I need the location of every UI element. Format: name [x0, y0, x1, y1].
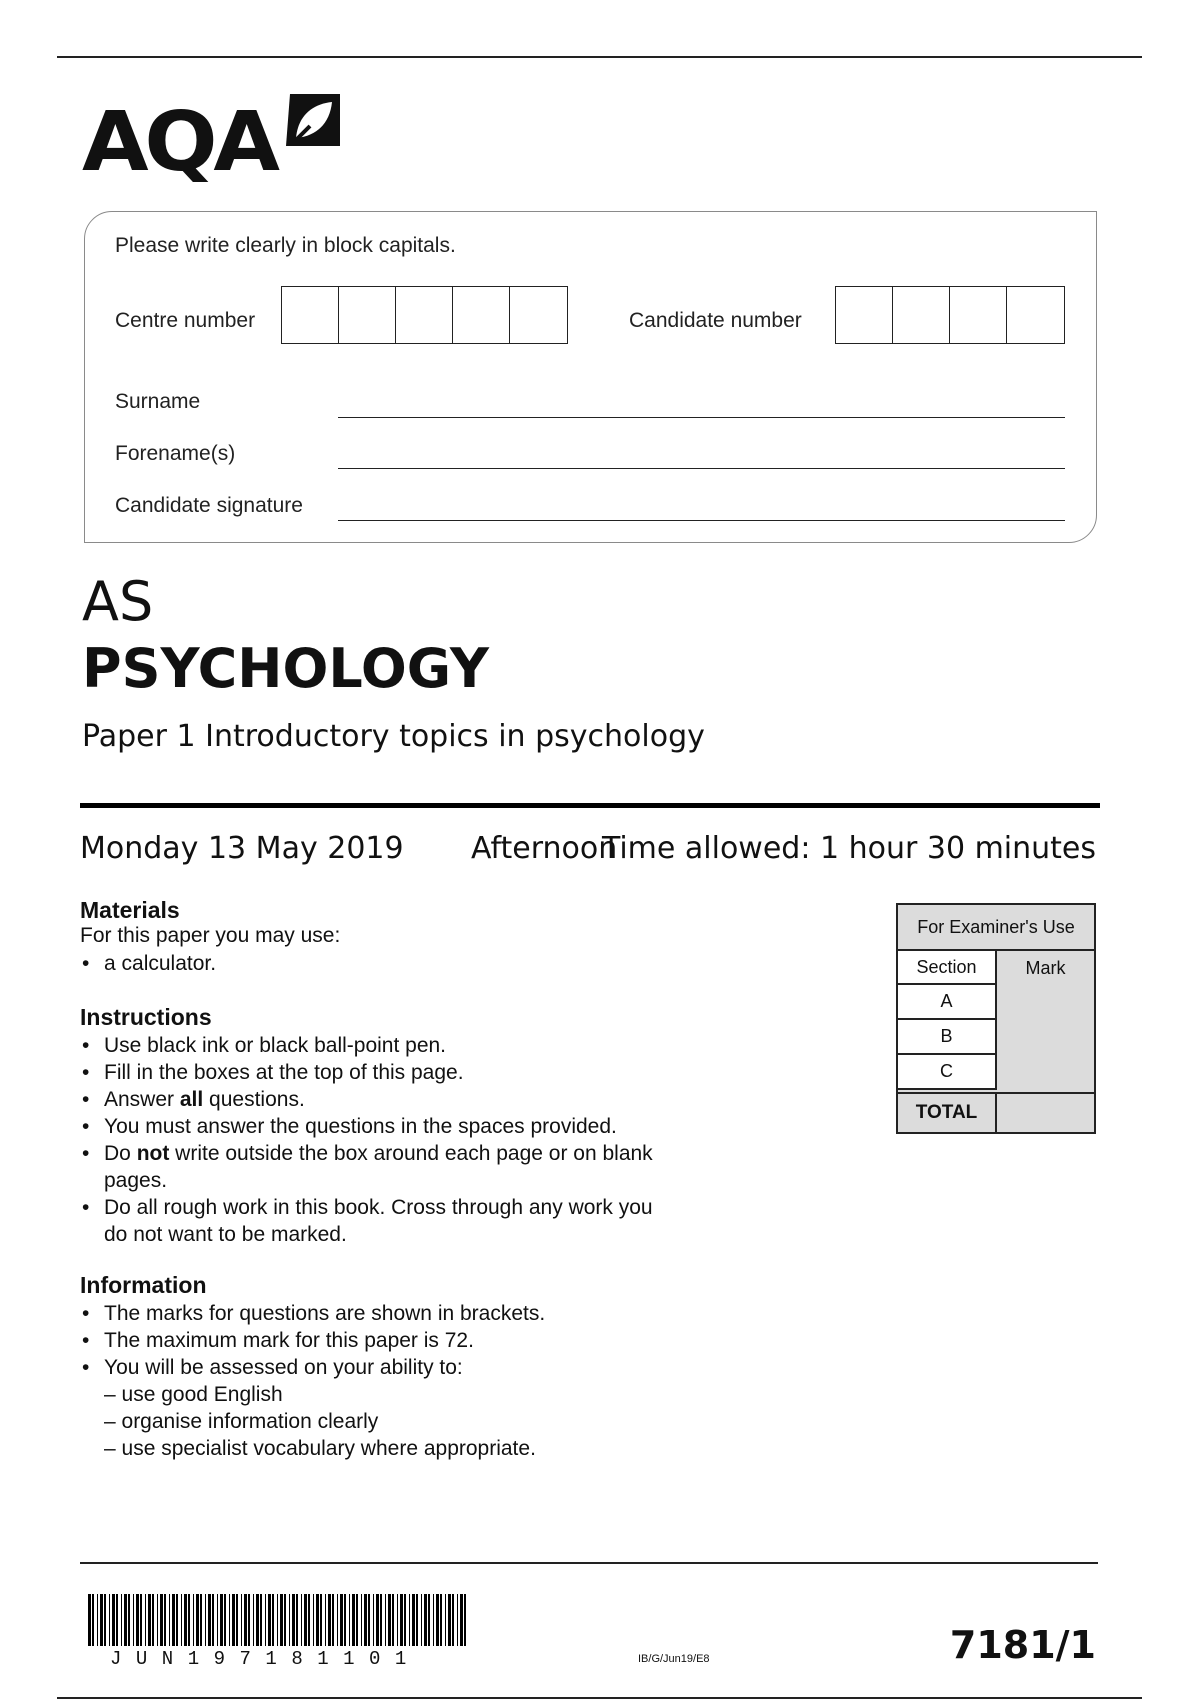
barcode-bar [364, 1594, 367, 1646]
barcode-bar [241, 1594, 242, 1646]
barcode-bar [196, 1594, 199, 1646]
barcode-number: JUN197181101 [110, 1648, 421, 1670]
barcode-bar [388, 1594, 391, 1646]
list-item [80, 1086, 660, 1113]
barcode-bar [268, 1594, 271, 1646]
barcode-bar [337, 1594, 338, 1646]
barcode-bar [424, 1594, 427, 1646]
block-capitals-instruction: Please write clearly in block capitals. [115, 234, 456, 257]
list-item [80, 1140, 660, 1194]
list-item: • a calculator. [80, 950, 680, 977]
barcode-bar [464, 1594, 466, 1646]
mark-header: Mark [1025, 957, 1066, 978]
barcode-bar [157, 1594, 158, 1646]
barcode-bar [400, 1594, 403, 1646]
forename-line[interactable] [338, 468, 1065, 469]
paper-code: 7181/1 [949, 1623, 1096, 1667]
section-row-label: B [898, 1020, 997, 1055]
digit-box[interactable] [453, 287, 510, 343]
candidate-number-label: Candidate number [629, 309, 802, 332]
barcode-bar [200, 1594, 202, 1646]
barcode-bar [380, 1594, 382, 1646]
instructions-heading: Instructions [80, 1004, 212, 1030]
digit-box[interactable] [282, 287, 339, 343]
barcode-bar [260, 1594, 262, 1646]
barcode-bar [332, 1594, 334, 1646]
barcode-bar [193, 1594, 194, 1646]
subject-title: PSYCHOLOGY [82, 637, 490, 700]
barcode-bar [92, 1594, 94, 1646]
barcode-bar [121, 1594, 122, 1646]
barcode-bar [244, 1594, 247, 1646]
total-label: TOTAL [898, 1094, 997, 1132]
barcode-bar [184, 1594, 187, 1646]
materials-intro: For this paper you may use: [80, 924, 341, 947]
barcode-bar [409, 1594, 410, 1646]
instruction-text: Answer [104, 1088, 180, 1111]
barcode-bar [404, 1594, 406, 1646]
digit-box[interactable] [893, 287, 950, 343]
surname-label: Surname [115, 390, 201, 413]
barcode-bar [236, 1594, 238, 1646]
barcode-bar [220, 1594, 223, 1646]
barcode-bar [376, 1594, 379, 1646]
top-rule [57, 56, 1142, 58]
barcode-bar [205, 1594, 206, 1646]
barcode-bar [397, 1594, 398, 1646]
centre-number-boxes[interactable] [281, 286, 568, 344]
barcode-bar [373, 1594, 374, 1646]
barcode-bar [176, 1594, 178, 1646]
sub-list-item: – organise information clearly [104, 1410, 379, 1433]
instruction-text: questions. [203, 1088, 305, 1111]
surname-line[interactable] [338, 417, 1065, 418]
information-list [80, 1300, 680, 1462]
barcode-bar [217, 1594, 218, 1646]
digit-box[interactable] [339, 287, 396, 343]
barcode-bar [229, 1594, 230, 1646]
sub-list-item: – use good English [104, 1383, 283, 1406]
barcode-bar [112, 1594, 115, 1646]
barcode-bar [284, 1594, 286, 1646]
list-item: • The marks for questions are shown in brackets. [80, 1300, 680, 1327]
barcode-bar [181, 1594, 182, 1646]
instruction-emphasis: all [179, 1088, 204, 1111]
barcode-bar [460, 1594, 463, 1646]
examiner-table-title: For Examiner's Use [898, 905, 1094, 951]
barcode-bar [289, 1594, 290, 1646]
digit-box[interactable] [1007, 287, 1064, 343]
barcode-bar [436, 1594, 439, 1646]
barcode-bar [116, 1594, 118, 1646]
barcode-bar [325, 1594, 326, 1646]
document-reference: IB/G/Jun19/E8 [638, 1653, 710, 1665]
barcode-bar [172, 1594, 175, 1646]
barcode-bar [232, 1594, 235, 1646]
barcode-bar [296, 1594, 298, 1646]
barcode-bar [328, 1594, 331, 1646]
barcode-bar [248, 1594, 250, 1646]
barcode-bar [340, 1594, 343, 1646]
barcode-bar [169, 1594, 170, 1646]
exam-session: Afternoon [471, 831, 618, 866]
barcode-bar [145, 1594, 146, 1646]
barcode-bar [265, 1594, 266, 1646]
section-row-label: C [898, 1055, 997, 1090]
sub-list-item: – use specialist vocabulary where appropriate. [104, 1437, 536, 1460]
list-item: • Fill in the boxes at the top of this page. [80, 1059, 660, 1086]
barcode-bar [313, 1594, 314, 1646]
bottom-rule [57, 1697, 1142, 1699]
barcode-bar [97, 1594, 98, 1646]
barcode-bar [104, 1594, 106, 1646]
total-row [898, 1092, 1094, 1132]
barcode-bar [88, 1594, 91, 1646]
barcode-bar [212, 1594, 214, 1646]
barcode-bar [164, 1594, 166, 1646]
section-header: Section [898, 951, 997, 985]
barcode-bar [344, 1594, 346, 1646]
barcode-bar [416, 1594, 418, 1646]
barcode-bar [349, 1594, 350, 1646]
candidate-details-box [84, 211, 1097, 543]
barcode-bar [100, 1594, 103, 1646]
aqa-logo [82, 90, 362, 190]
footer-rule [80, 1562, 1098, 1564]
barcode-bar [428, 1594, 430, 1646]
barcode-bar [433, 1594, 434, 1646]
barcode-bar [128, 1594, 130, 1646]
barcode-bar [412, 1594, 415, 1646]
leaf-icon [282, 90, 342, 150]
exam-date: Monday 13 May 2019 [80, 831, 404, 866]
barcode-bar [253, 1594, 254, 1646]
barcode-bar [440, 1594, 442, 1646]
barcode-bar [368, 1594, 370, 1646]
barcode-bar [224, 1594, 226, 1646]
logo-text: AQA [82, 95, 276, 190]
barcode-bar [160, 1594, 163, 1646]
candidate-number-boxes[interactable] [835, 286, 1065, 344]
barcode-bar [256, 1594, 259, 1646]
barcode-bar [361, 1594, 362, 1646]
barcode-bar [208, 1594, 211, 1646]
barcode-bar [292, 1594, 295, 1646]
barcode-bar [136, 1594, 139, 1646]
list-item: • You will be assessed on your ability to: [80, 1354, 680, 1381]
time-allowed: Time allowed: 1 hour 30 minutes [601, 831, 1096, 866]
barcode-bar [277, 1594, 278, 1646]
centre-number-label: Centre number [115, 309, 256, 332]
barcode-bar [152, 1594, 154, 1646]
barcode-bar [452, 1594, 454, 1646]
instructions-list [80, 1032, 660, 1248]
barcode-bar [109, 1594, 110, 1646]
barcode-bar [421, 1594, 422, 1646]
digit-box[interactable] [836, 287, 893, 343]
barcode-bar [316, 1594, 319, 1646]
barcode-bar [133, 1594, 134, 1646]
paper-title: Paper 1 Introductory topics in psychology [82, 719, 705, 754]
signature-line[interactable] [338, 520, 1065, 521]
examiner-use-table [896, 903, 1096, 1134]
instruction-text: Do [104, 1142, 137, 1165]
barcode [88, 1594, 468, 1646]
instruction-text: write outside the box around each page or on blank pages. [104, 1142, 653, 1192]
barcode-bar [188, 1594, 190, 1646]
list-item: • You must answer the questions in the spaces provided. [80, 1113, 660, 1140]
barcode-bar [352, 1594, 355, 1646]
signature-label: Candidate signature [115, 494, 303, 517]
barcode-bar [124, 1594, 127, 1646]
barcode-bar [356, 1594, 358, 1646]
digit-box[interactable] [396, 287, 453, 343]
list-item: • The maximum mark for this paper is 72. [80, 1327, 680, 1354]
list-item: • Use black ink or black ball-point pen. [80, 1032, 660, 1059]
information-heading: Information [80, 1272, 207, 1298]
barcode-bar [385, 1594, 386, 1646]
barcode-bar [308, 1594, 310, 1646]
barcode-bar [140, 1594, 142, 1646]
list-item: • Do all rough work in this book. Cross through any work you do not want to be marked. [80, 1194, 660, 1248]
materials-list [80, 950, 680, 977]
barcode-bar [445, 1594, 446, 1646]
instruction-emphasis: not [136, 1142, 170, 1165]
barcode-bar [392, 1594, 394, 1646]
barcode-bar [272, 1594, 274, 1646]
qualification-level: AS [82, 570, 154, 633]
title-rule [80, 803, 1100, 808]
barcode-bar [457, 1594, 458, 1646]
barcode-bar [148, 1594, 151, 1646]
barcode-bar [448, 1594, 451, 1646]
section-row-label: A [898, 985, 997, 1020]
digit-box[interactable] [950, 287, 1007, 343]
barcode-bar [301, 1594, 302, 1646]
forename-label: Forename(s) [115, 442, 236, 465]
barcode-bar [320, 1594, 322, 1646]
materials-heading: Materials [80, 897, 180, 923]
barcode-bar [280, 1594, 283, 1646]
digit-box[interactable] [510, 287, 567, 343]
barcode-bar [304, 1594, 307, 1646]
